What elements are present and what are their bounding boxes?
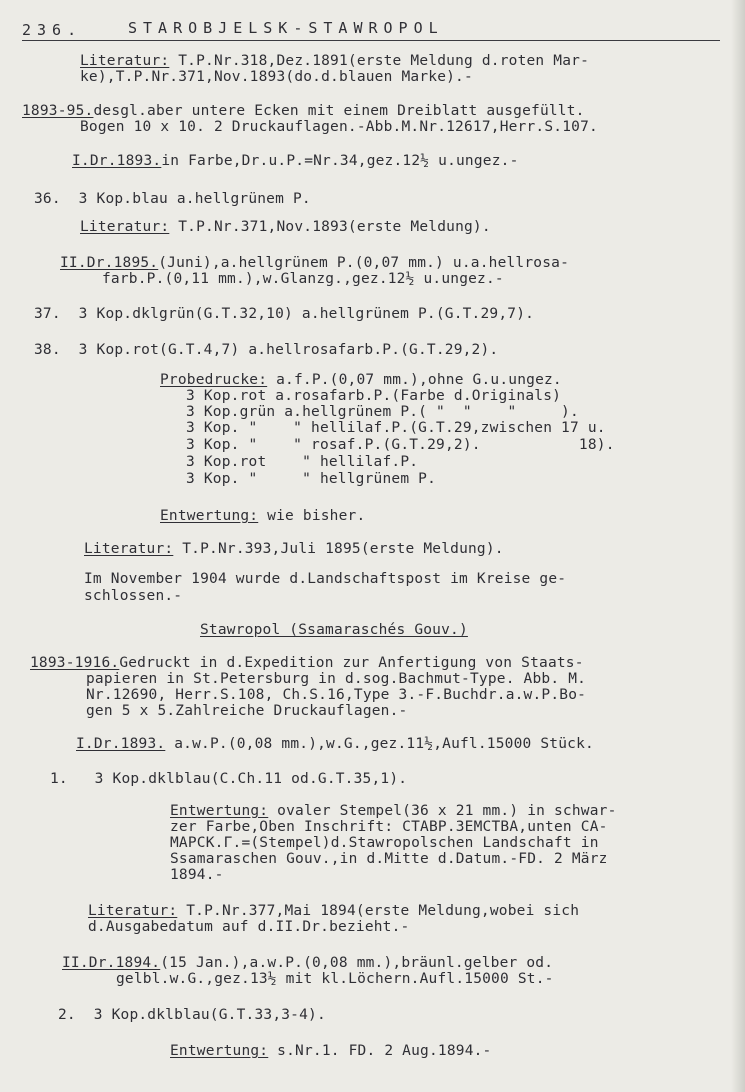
proof-line: 3 Kop.grün a.hellgrünem P.( " " " ). [186, 404, 579, 420]
page-edge-shadow [731, 0, 745, 1092]
text-line: zer Farbe,Oben Inschrift: CTABP.ЗEMCTBA,unten CA- [170, 819, 608, 835]
text-line: farb.P.(0,11 mm.),w.Glanzg.,gez.12½ u.ungez.- [102, 271, 504, 287]
literature-line: Literatur: T.P.Nr.377,Mai 1894(erste Meldung,wobei sich [88, 903, 580, 919]
literature-line: Literatur: T.P.Nr.318,Dez.1891(erste Meldung d.roten Mar- [80, 53, 590, 69]
stamp-entry: 36. 3 Kop.blau a.hellgrünem P. [34, 191, 311, 207]
header-rule [22, 40, 720, 41]
printing-line: II.Dr.1895.(Juni),a.hellgrünem P.(0,07 mm.) u.a.hellrosa- [60, 255, 570, 271]
proof-line: 3 Kop. " " rosaf.P.(G.T.29,2). 18). [186, 437, 615, 453]
printing-line: I.Dr.1893.in Farbe,Dr.u.P.=Nr.34,gez.12½ u.ungez.- [72, 153, 519, 169]
page-number: 236. [22, 21, 83, 39]
issue-heading: 1893-95.desgl.aber untere Ecken mit einem Dreiblatt ausgefüllt. [22, 103, 585, 119]
proof-line: 3 Kop.rot a.rosafarb.P.(Farbe d.Originals) [186, 388, 562, 404]
stamp-entry: 38. 3 Kop.rot(G.T.4,7) a.hellrosafarb.P.(G.T.29,2). [34, 342, 499, 358]
text-line: d.Ausgabedatum auf d.II.Dr.bezieht.- [88, 919, 410, 935]
text-line: Nr.12690, Herr.S.108, Ch.S.16,Type 3.-F.Buchdr.a.w.P.Bo- [86, 687, 587, 703]
printing-line: II.Dr.1894.(15 Jan.),a.w.P.(0,08 mm.),bräunl.gelber od. [62, 955, 554, 971]
stamp-entry: 2. 3 Kop.dklblau(G.T.33,3-4). [58, 1007, 326, 1023]
literature-line: Literatur: T.P.Nr.393,Juli 1895(erste Meldung). [84, 541, 504, 557]
text-line: MAPCK.Г.=(Stempel)d.Stawropolschen Landschaft in [170, 835, 599, 851]
text-line: papieren in St.Petersburg in d.sog.Bachmut-Type. Abb. M. [86, 671, 587, 687]
text-line: 1894.- [170, 867, 224, 883]
text-line: schlossen.- [84, 588, 183, 604]
cancellation-line: Entwertung: s.Nr.1. FD. 2 Aug.1894.- [170, 1043, 492, 1059]
text-line: Ssamaraschen Gouv.,in d.Mitte d.Datum.-FD. 2 März [170, 851, 608, 867]
cancellation-line: Entwertung: wie bisher. [160, 508, 366, 524]
issue-heading: 1893-1916.Gedruckt in d.Expedition zur Anfertigung von Staats- [30, 655, 584, 671]
printing-line: I.Dr.1893. a.w.P.(0,08 mm.),w.G.,gez.11½,Aufl.15000 Stück. [76, 736, 594, 752]
proof-line: 3 Kop. " " hellilaf.P.(G.T.29,zwischen 17 u. [186, 420, 606, 436]
stamp-entry: 37. 3 Kop.dklgrün(G.T.32,10) a.hellgrünem P.(G.T.29,7). [34, 306, 535, 322]
page-title: STAROBJELSK-STAWROPOL [128, 19, 444, 37]
text-line: Bogen 10 x 10. 2 Druckauflagen.-Abb.M.Nr.12617,Herr.S.107. [80, 119, 598, 135]
text-line: gelbl.w.G.,gez.13½ mit kl.Löchern.Aufl.15000 St.- [116, 971, 554, 987]
cancellation-line: Entwertung: ovaler Stempel(36 x 21 mm.) in schwar- [170, 803, 617, 819]
text-line: gen 5 x 5.Zahlreiche Druckauflagen.- [86, 703, 408, 719]
text-line: Im November 1904 wurde d.Landschaftspost im Kreise ge- [84, 571, 567, 587]
text-line: ke),T.P.Nr.371,Nov.1893(do.d.blauen Marke).- [80, 69, 473, 85]
section-heading: Stawropol (Ssamaraschés Gouv.) [200, 622, 468, 638]
proof-line: 3 Kop.rot " hellilaf.P. [186, 454, 419, 470]
stamp-entry: 1. 3 Kop.dklblau(C.Ch.11 od.G.T.35,1). [50, 771, 408, 787]
literature-line: Literatur: T.P.Nr.371,Nov.1893(erste Meldung). [80, 219, 491, 235]
proof-heading: Probedrucke: a.f.P.(0,07 mm.),ohne G.u.ungez. [160, 372, 562, 388]
proof-line: 3 Kop. " " hellgrünem P. [186, 471, 437, 487]
